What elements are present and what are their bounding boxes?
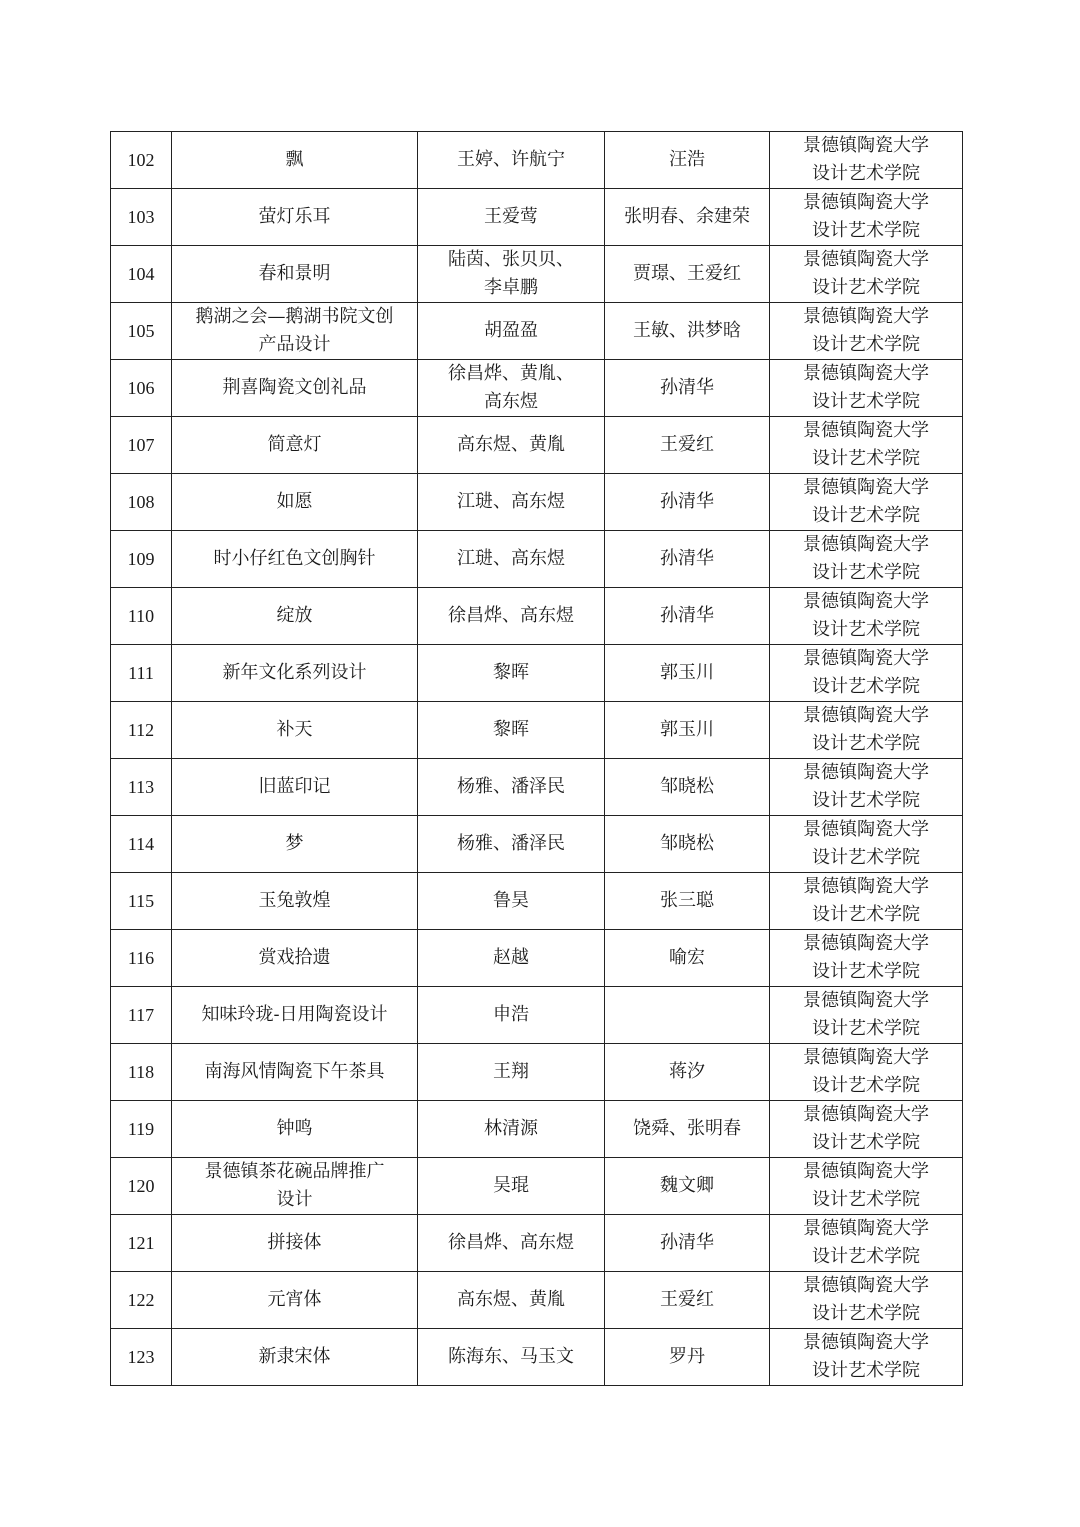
advisor: 张三聪 — [660, 890, 714, 911]
work-title: 赏戏拾遗 — [258, 947, 331, 968]
authors-cell — [418, 816, 605, 873]
entry-number-cell — [111, 816, 172, 873]
advisor-cell — [605, 360, 770, 417]
school: 景德镇陶瓷大学 设计艺术学院 — [803, 306, 929, 355]
entry-number: 105 — [127, 321, 155, 341]
school-cell — [770, 1044, 963, 1101]
entry-number-cell — [111, 360, 172, 417]
school-cell — [770, 702, 963, 759]
school-cell — [770, 930, 963, 987]
advisor-cell — [605, 873, 770, 930]
table-row — [111, 1158, 963, 1215]
entry-number: 108 — [127, 492, 155, 512]
school-cell — [770, 759, 963, 816]
entry-number-cell — [111, 645, 172, 702]
entry-number-cell — [111, 1158, 172, 1215]
entry-number-cell — [111, 930, 172, 987]
work-title: 新隶宋体 — [258, 1346, 331, 1367]
advisor-cell — [605, 987, 770, 1044]
entry-number: 115 — [127, 891, 155, 911]
advisor: 孙清华 — [660, 605, 714, 626]
advisor-cell — [605, 246, 770, 303]
work-title-cell — [172, 1158, 418, 1215]
entry-number: 118 — [127, 1062, 155, 1082]
table-row — [111, 1272, 963, 1329]
entry-number: 119 — [127, 1119, 155, 1139]
authors-cell — [418, 1158, 605, 1215]
table-row — [111, 531, 963, 588]
advisor-cell — [605, 1329, 770, 1386]
entry-number: 120 — [127, 1176, 155, 1196]
entry-number-cell — [111, 246, 172, 303]
table-row — [111, 417, 963, 474]
work-title: 旧蓝印记 — [258, 776, 331, 797]
work-title-cell — [172, 873, 418, 930]
advisor: 汪浩 — [669, 149, 705, 170]
entry-number: 117 — [127, 1005, 155, 1025]
entry-number: 110 — [127, 606, 155, 626]
work-title: 萤灯乐耳 — [258, 206, 331, 227]
authors: 徐昌烨、黄胤、 高东煜 — [448, 363, 574, 412]
table-row — [111, 816, 963, 873]
school-cell — [770, 417, 963, 474]
work-title: 拼接体 — [267, 1232, 322, 1253]
school: 景德镇陶瓷大学 设计艺术学院 — [803, 1332, 929, 1381]
authors-cell — [418, 759, 605, 816]
entry-number: 102 — [127, 150, 155, 170]
school-cell — [770, 1215, 963, 1272]
table-row — [111, 702, 963, 759]
advisor-cell — [605, 930, 770, 987]
authors: 江琎、高东煜 — [457, 548, 565, 569]
school-cell — [770, 531, 963, 588]
work-title-cell — [172, 1329, 418, 1386]
advisor: 魏文卿 — [660, 1175, 714, 1196]
school: 景德镇陶瓷大学 设计艺术学院 — [803, 135, 929, 184]
work-title-cell — [172, 246, 418, 303]
entry-number-cell — [111, 132, 172, 189]
authors-cell — [418, 987, 605, 1044]
table-row — [111, 588, 963, 645]
entry-number: 123 — [127, 1347, 155, 1367]
advisor-cell — [605, 1158, 770, 1215]
awards-table — [110, 131, 963, 1386]
authors: 江琎、高东煜 — [457, 491, 565, 512]
authors: 胡盈盈 — [484, 320, 538, 341]
school: 景德镇陶瓷大学 设计艺术学院 — [803, 477, 929, 526]
school: 景德镇陶瓷大学 设计艺术学院 — [803, 876, 929, 925]
authors-cell — [418, 588, 605, 645]
school: 景德镇陶瓷大学 设计艺术学院 — [803, 192, 929, 241]
school: 景德镇陶瓷大学 设计艺术学院 — [803, 1275, 929, 1324]
entry-number: 106 — [127, 378, 155, 398]
authors: 王翔 — [493, 1061, 529, 1082]
authors-cell — [418, 1272, 605, 1329]
entry-number-cell — [111, 1044, 172, 1101]
advisor: 王敏、洪梦晗 — [633, 320, 741, 341]
entry-number-cell — [111, 531, 172, 588]
authors: 杨雅、潘泽民 — [457, 833, 565, 854]
school-cell — [770, 1101, 963, 1158]
advisor: 邹晓松 — [660, 776, 714, 797]
authors-cell — [418, 474, 605, 531]
school-cell — [770, 816, 963, 873]
authors-cell — [418, 1215, 605, 1272]
advisor: 张明春、余建荣 — [624, 206, 750, 227]
work-title: 南海风情陶瓷下午茶具 — [204, 1061, 385, 1082]
advisor-cell — [605, 759, 770, 816]
advisor: 王爱红 — [660, 1289, 714, 1310]
advisor: 蒋汐 — [669, 1061, 705, 1082]
work-title-cell — [172, 474, 418, 531]
authors-cell — [418, 873, 605, 930]
school: 景德镇陶瓷大学 设计艺术学院 — [803, 534, 929, 583]
work-title-cell — [172, 360, 418, 417]
authors-cell — [418, 1044, 605, 1101]
work-title-cell — [172, 816, 418, 873]
school: 景德镇陶瓷大学 设计艺术学院 — [803, 1218, 929, 1267]
table-row — [111, 474, 963, 531]
advisor-cell — [605, 702, 770, 759]
school: 景德镇陶瓷大学 设计艺术学院 — [803, 249, 929, 298]
work-title-cell — [172, 189, 418, 246]
authors-cell — [418, 189, 605, 246]
work-title-cell — [172, 645, 418, 702]
work-title: 梦 — [285, 833, 304, 854]
school: 景德镇陶瓷大学 设计艺术学院 — [803, 762, 929, 811]
advisor-cell — [605, 189, 770, 246]
advisor: 孙清华 — [660, 377, 714, 398]
school-cell — [770, 987, 963, 1044]
work-title: 如愿 — [276, 491, 313, 512]
advisor: 喻宏 — [669, 947, 705, 968]
entry-number: 109 — [127, 549, 155, 569]
school-cell — [770, 360, 963, 417]
advisor-cell — [605, 132, 770, 189]
work-title: 玉兔敦煌 — [258, 890, 331, 911]
entry-number: 121 — [127, 1233, 155, 1253]
school: 景德镇陶瓷大学 设计艺术学院 — [803, 1104, 929, 1153]
table-row — [111, 759, 963, 816]
advisor-cell — [605, 303, 770, 360]
school: 景德镇陶瓷大学 设计艺术学院 — [803, 591, 929, 640]
work-title-cell — [172, 1215, 418, 1272]
work-title: 鹅湖之会—鹅湖书院文创 产品设计 — [195, 306, 394, 355]
table-row — [111, 1101, 963, 1158]
authors: 王爱莺 — [484, 206, 538, 227]
entry-number: 114 — [127, 834, 155, 854]
advisor: 孙清华 — [660, 491, 714, 512]
school-cell — [770, 1329, 963, 1386]
work-title: 新年文化系列设计 — [222, 662, 367, 683]
table-row — [111, 1044, 963, 1101]
advisor: 王爱红 — [660, 434, 714, 455]
entry-number: 116 — [127, 948, 155, 968]
school-cell — [770, 645, 963, 702]
authors: 高东煜、黄胤 — [457, 1289, 565, 1310]
advisor: 饶舜、张明春 — [633, 1118, 741, 1139]
work-title-cell — [172, 759, 418, 816]
advisor-cell — [605, 1272, 770, 1329]
school: 景德镇陶瓷大学 设计艺术学院 — [803, 933, 929, 982]
table-row — [111, 930, 963, 987]
entry-number: 107 — [127, 435, 155, 455]
advisor-cell — [605, 1044, 770, 1101]
authors-cell — [418, 531, 605, 588]
work-title: 钟鸣 — [276, 1118, 313, 1139]
authors: 高东煜、黄胤 — [457, 434, 565, 455]
entry-number-cell — [111, 474, 172, 531]
advisor: 邹晓松 — [660, 833, 714, 854]
school: 景德镇陶瓷大学 设计艺术学院 — [803, 1047, 929, 1096]
table-row — [111, 303, 963, 360]
entry-number: 113 — [127, 777, 155, 797]
authors-cell — [418, 360, 605, 417]
authors-cell — [418, 132, 605, 189]
work-title: 时小仔红色文创胸针 — [213, 548, 376, 569]
entry-number: 111 — [128, 663, 154, 683]
authors: 赵越 — [493, 947, 529, 968]
school: 景德镇陶瓷大学 设计艺术学院 — [803, 363, 929, 412]
advisor-cell — [605, 1215, 770, 1272]
work-title: 简意灯 — [267, 434, 322, 455]
authors-cell — [418, 303, 605, 360]
advisor: 郭玉川 — [660, 662, 714, 683]
work-title: 飘 — [285, 149, 304, 170]
entry-number-cell — [111, 759, 172, 816]
advisor-cell — [605, 417, 770, 474]
authors: 鲁昊 — [493, 890, 529, 911]
entry-number-cell — [111, 702, 172, 759]
entry-number-cell — [111, 417, 172, 474]
authors: 王婷、许航宁 — [457, 149, 565, 170]
entry-number-cell — [111, 189, 172, 246]
school: 景德镇陶瓷大学 设计艺术学院 — [803, 1161, 929, 1210]
entry-number-cell — [111, 1215, 172, 1272]
school-cell — [770, 474, 963, 531]
entry-number: 104 — [127, 264, 155, 284]
advisor-cell — [605, 645, 770, 702]
school-cell — [770, 1272, 963, 1329]
authors: 吴琨 — [493, 1175, 529, 1196]
entry-number-cell — [111, 303, 172, 360]
entry-number-cell — [111, 1101, 172, 1158]
authors: 陈海东、马玉文 — [448, 1346, 574, 1367]
work-title: 景德镇茶花碗品牌推广 设计 — [204, 1161, 385, 1210]
work-title-cell — [172, 417, 418, 474]
work-title-cell — [172, 1044, 418, 1101]
authors-cell — [418, 930, 605, 987]
school: 景德镇陶瓷大学 设计艺术学院 — [803, 705, 929, 754]
work-title: 春和景明 — [258, 263, 331, 284]
authors-cell — [418, 417, 605, 474]
authors-cell — [418, 246, 605, 303]
work-title-cell — [172, 1101, 418, 1158]
table-row — [111, 360, 963, 417]
table-row — [111, 873, 963, 930]
entry-number: 103 — [127, 207, 155, 227]
authors: 林清源 — [484, 1118, 538, 1139]
school-cell — [770, 246, 963, 303]
entry-number-cell — [111, 1329, 172, 1386]
authors: 徐昌烨、高东煜 — [448, 605, 574, 626]
advisor-cell — [605, 531, 770, 588]
entry-number-cell — [111, 873, 172, 930]
school-cell — [770, 588, 963, 645]
authors: 杨雅、潘泽民 — [457, 776, 565, 797]
school: 景德镇陶瓷大学 设计艺术学院 — [803, 420, 929, 469]
school-cell — [770, 1158, 963, 1215]
work-title-cell — [172, 1272, 418, 1329]
work-title-cell — [172, 132, 418, 189]
authors: 申浩 — [493, 1004, 529, 1025]
work-title: 绽放 — [276, 605, 313, 626]
authors-cell — [418, 645, 605, 702]
work-title: 元宵体 — [267, 1289, 322, 1310]
school: 景德镇陶瓷大学 设计艺术学院 — [803, 819, 929, 868]
entry-number: 122 — [127, 1290, 155, 1310]
authors: 徐昌烨、高东煜 — [448, 1232, 574, 1253]
work-title-cell — [172, 588, 418, 645]
work-title: 补天 — [276, 719, 313, 740]
table-row — [111, 1215, 963, 1272]
advisor-cell — [605, 1101, 770, 1158]
table-row — [111, 132, 963, 189]
authors-cell — [418, 1329, 605, 1386]
work-title-cell — [172, 702, 418, 759]
authors: 陆茵、张贝贝、 李卓鹏 — [448, 249, 574, 298]
authors-cell — [418, 702, 605, 759]
authors: 黎晖 — [493, 719, 529, 740]
table-body — [111, 132, 963, 1386]
work-title: 荆喜陶瓷文创礼品 — [222, 377, 367, 398]
school-cell — [770, 189, 963, 246]
table-row — [111, 1329, 963, 1386]
advisor: 郭玉川 — [660, 719, 714, 740]
table-row — [111, 189, 963, 246]
table-row — [111, 246, 963, 303]
entry-number-cell — [111, 588, 172, 645]
school: 景德镇陶瓷大学 设计艺术学院 — [803, 990, 929, 1039]
work-title-cell — [172, 303, 418, 360]
work-title: 知味玲珑-日用陶瓷设计 — [201, 1004, 388, 1025]
entry-number-cell — [111, 1272, 172, 1329]
table-row — [111, 645, 963, 702]
advisor: 孙清华 — [660, 548, 714, 569]
advisor: 孙清华 — [660, 1232, 714, 1253]
authors-cell — [418, 1101, 605, 1158]
advisor-cell — [605, 474, 770, 531]
school-cell — [770, 303, 963, 360]
advisor-cell — [605, 588, 770, 645]
authors: 黎晖 — [493, 662, 529, 683]
entry-number: 112 — [127, 720, 155, 740]
school-cell — [770, 132, 963, 189]
work-title-cell — [172, 930, 418, 987]
table-row — [111, 987, 963, 1044]
work-title-cell — [172, 531, 418, 588]
entry-number-cell — [111, 987, 172, 1044]
advisor-cell — [605, 816, 770, 873]
school-cell — [770, 873, 963, 930]
advisor: 贾璟、王爱红 — [633, 263, 741, 284]
school: 景德镇陶瓷大学 设计艺术学院 — [803, 648, 929, 697]
advisor: 罗丹 — [669, 1346, 705, 1367]
work-title-cell — [172, 987, 418, 1044]
